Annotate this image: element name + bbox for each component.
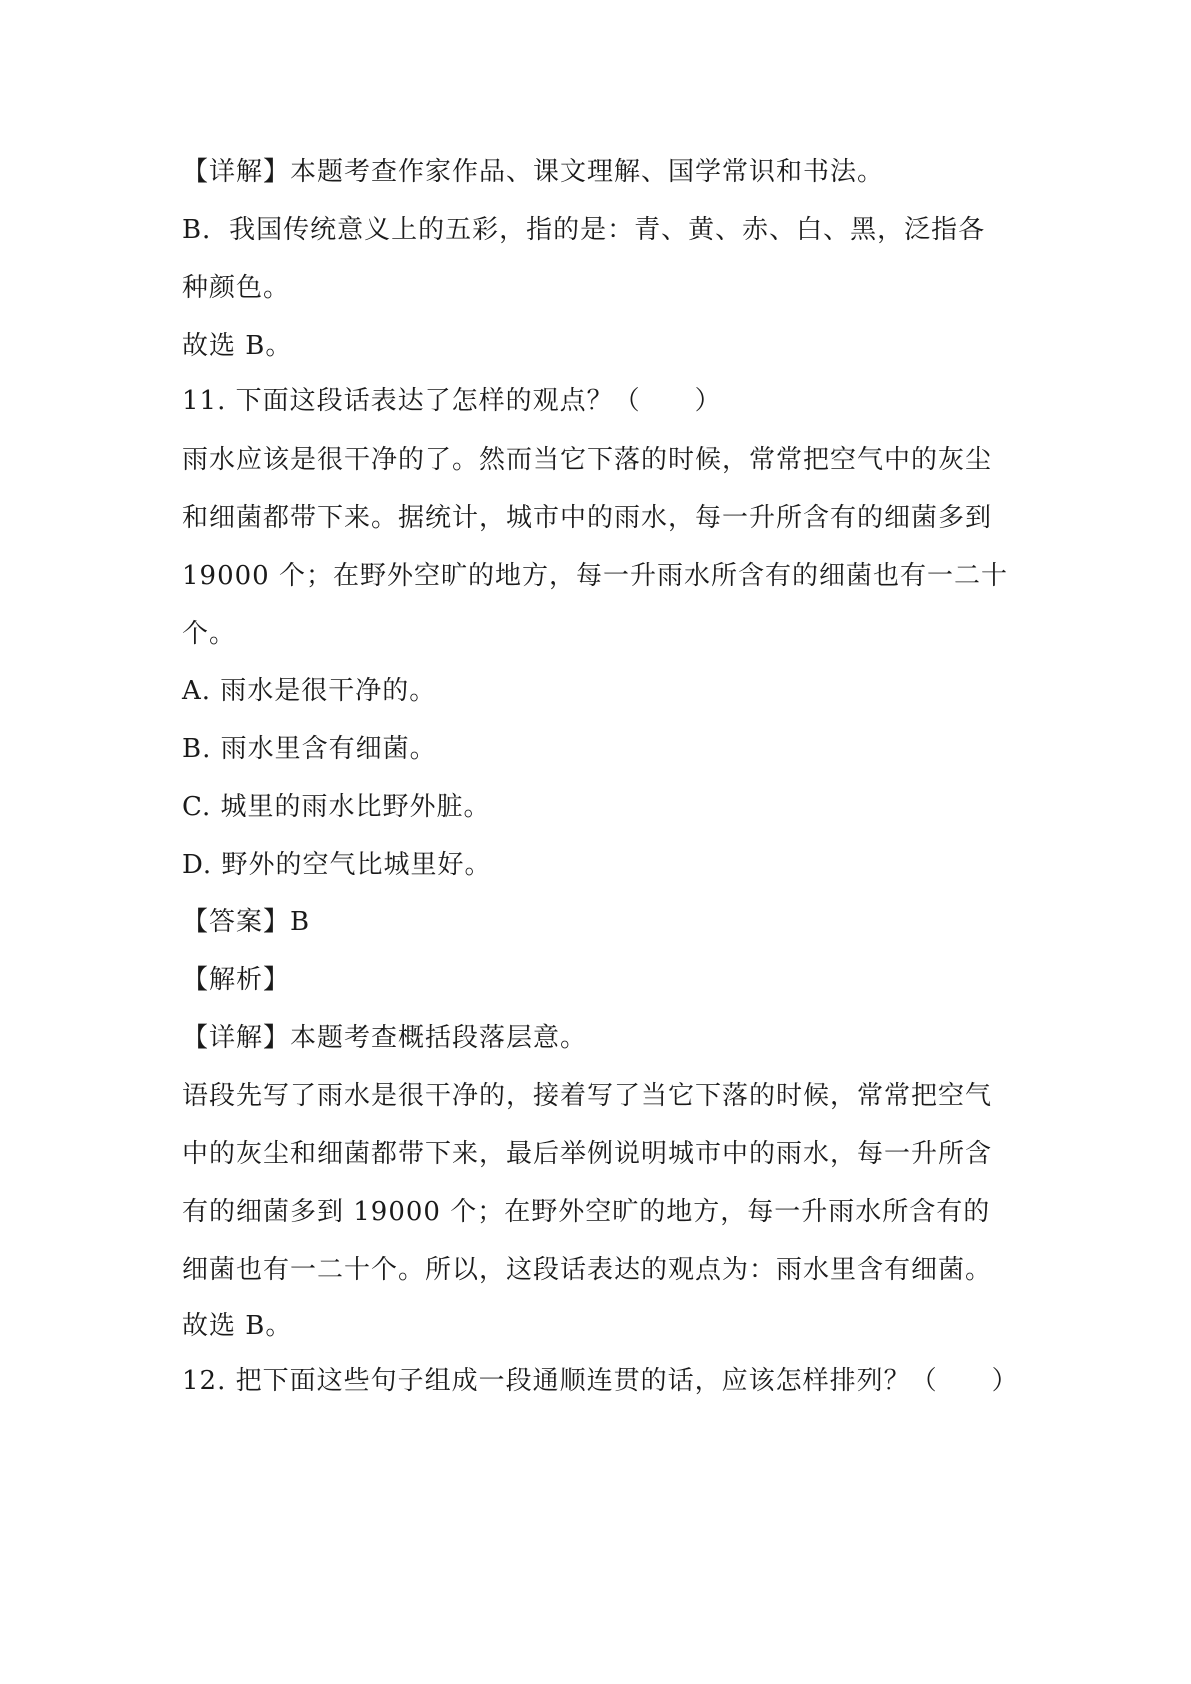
- option-d: D. 野外的空气比城里好。: [182, 850, 492, 880]
- question-11-passage: 个。: [182, 619, 237, 649]
- explanation-heading: 【详解】本题考查作家作品、课文理解、国学常识和书法。: [182, 157, 885, 187]
- explanation-text: 种颜色。: [182, 273, 291, 303]
- explanation-text: 语段先写了雨水是很干净的，接着写了当它下落的时候，常常把空气: [182, 1081, 993, 1111]
- explanation-heading: 【详解】本题考查概括段落层意。: [182, 1023, 588, 1053]
- option-a: A. 雨水是很干净的。: [182, 676, 437, 706]
- question-12-title: 12. 把下面这些句子组成一段通顺连贯的话，应该怎样排列？（ ）: [182, 1366, 1019, 1396]
- explanation-text: B．我国传统意义上的五彩，指的是：青、黄、赤、白、黑，泛指各: [182, 215, 986, 245]
- explanation-text: 细菌也有一二十个。所以，这段话表达的观点为：雨水里含有细菌。: [182, 1255, 993, 1285]
- option-c: C. 城里的雨水比野外脏。: [182, 792, 491, 822]
- answer-label: 【答案】B: [182, 907, 311, 937]
- explanation-text: 有的细菌多到 19000 个；在野外空旷的地方，每一升雨水所含有的: [182, 1197, 991, 1227]
- question-11-passage: 雨水应该是很干净的了。然而当它下落的时候，常常把空气中的灰尘: [182, 445, 993, 475]
- question-11-title: 11. 下面这段话表达了怎样的观点？（ ）: [182, 386, 722, 416]
- answer-conclusion: 故选 B。: [182, 1311, 293, 1341]
- question-11-passage: 和细菌都带下来。据统计，城市中的雨水，每一升所含有的细菌多到: [182, 503, 993, 533]
- option-b: B. 雨水里含有细菌。: [182, 734, 437, 764]
- question-11-passage: 19000 个；在野外空旷的地方，每一升雨水所含有的细菌也有一二十: [182, 561, 1008, 591]
- analysis-label: 【解析】: [182, 965, 291, 995]
- explanation-text: 中的灰尘和细菌都带下来，最后举例说明城市中的雨水，每一升所含: [182, 1139, 993, 1169]
- answer-conclusion: 故选 B。: [182, 331, 293, 361]
